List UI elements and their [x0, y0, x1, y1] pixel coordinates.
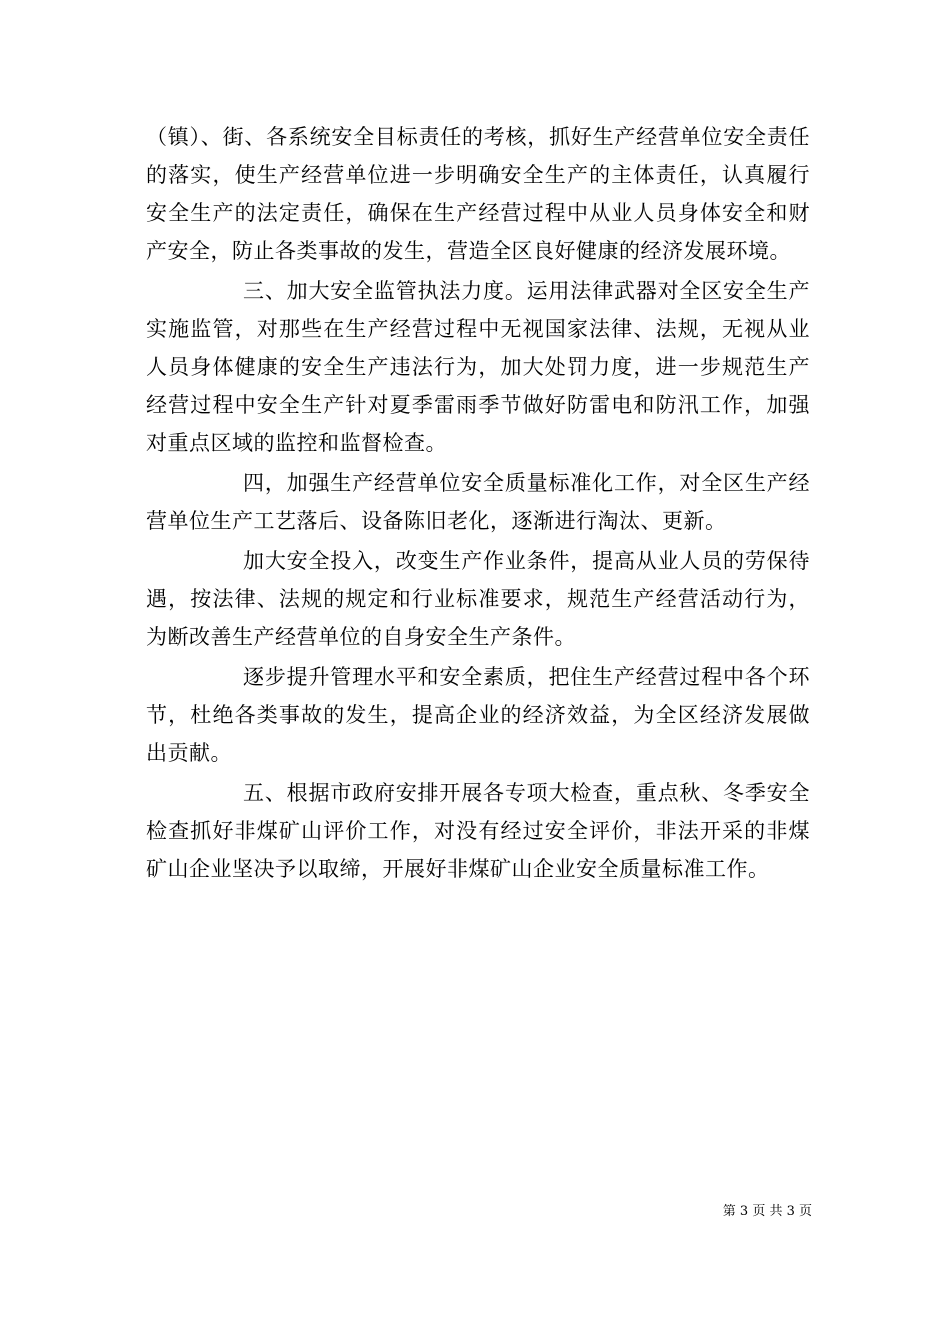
paragraph-item-5: 五、根据市政府安排开展各专项大检查，重点秋、冬季安全检查抓好非煤矿山评价工作，对没有经过安全评价，非法开采的非煤矿山企业坚决予以取缔，开展好非煤矿山企业安全质量标准工作。 — [146, 781, 810, 881]
document-body — [146, 118, 810, 890]
paragraph-management-level: 逐步提升管理水平和安全素质，把住生产经营过程中各个环节，杜绝各类事故的发生，提高企业的经济效益，为全区经济发展做出贡献。 — [146, 665, 810, 765]
paragraph-continuation: （镇）、街、各系统安全目标责任的考核，抓好生产经营单位安全责任的落实，使生产经营单位进一步明确安全生产的主体责任，认真履行安全生产的法定责任，确保在生产经营过程中从业人员身体安全和财产安全，防止各类事故的发生，营造全区良好健康的经济发展环境。 — [146, 125, 810, 263]
page-number: 第 3 页 共 3 页 — [722, 1204, 812, 1219]
paragraph-safety-investment: 加大安全投入，改变生产作业条件，提高从业人员的劳保待遇，按法律、法规的规定和行业标准要求，规范生产经营活动行为，为断改善生产经营单位的自身安全生产条件。 — [146, 549, 810, 649]
paragraph-item-4: 四，加强生产经营单位安全质量标准化工作，对全区生产经营单位生产工艺落后、设备陈旧老化，逐渐进行淘汰、更新。 — [146, 471, 810, 533]
paragraph-item-3: 三、加大安全监管执法力度。运用法律武器对全区安全生产实施监管，对那些在生产经营过程中无视国家法律、法规，无视从业人员身体健康的安全生产违法行为，加大处罚力度，进一步规范生产经营过程中安全生产针对夏季雷雨季节做好防雷电和防汛工作，加强对重点区域的监控和监督检查。 — [146, 279, 810, 455]
